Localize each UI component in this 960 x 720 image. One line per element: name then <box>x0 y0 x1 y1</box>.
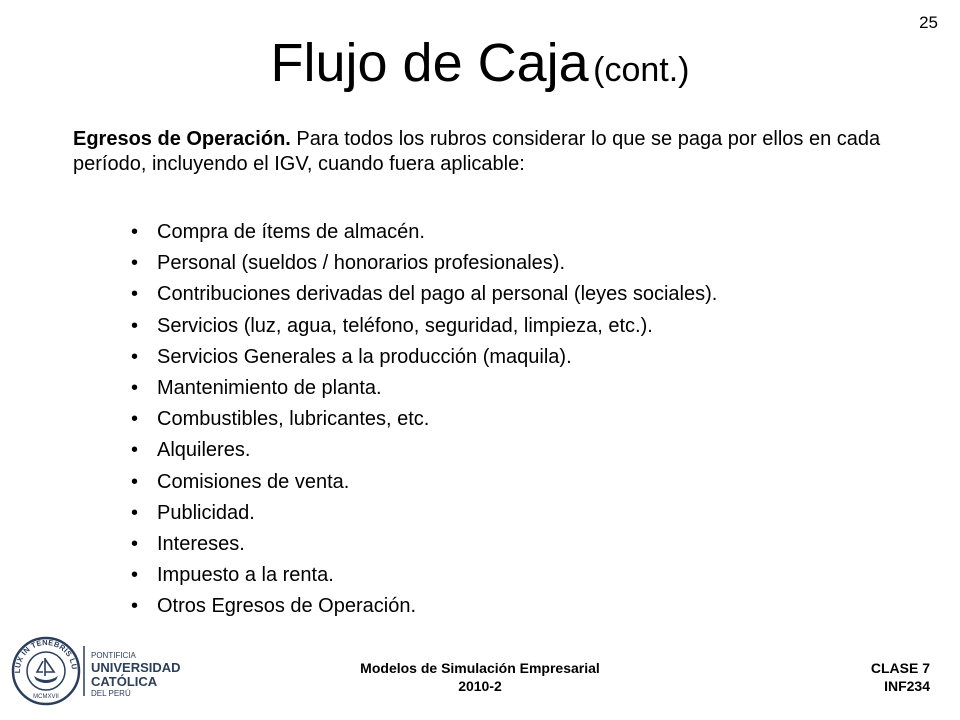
bullet-dot: • <box>131 532 139 555</box>
bullet-text: Combustibles, lubricantes, etc. <box>157 408 430 431</box>
bullet-item <box>131 281 717 312</box>
title-suffix: (cont.) <box>593 51 690 89</box>
bullet-text: Contribuciones derivadas del pago al personal (leyes sociales). <box>157 283 718 306</box>
bullet-dot: • <box>131 595 139 618</box>
bullet-dot: • <box>131 470 139 493</box>
bullet-list <box>131 219 717 624</box>
page-number: 25 <box>919 13 938 32</box>
bullet-item <box>131 313 717 344</box>
logo-line4: DEL PERÚ <box>91 689 131 698</box>
bullet-text: Comisiones de venta. <box>157 470 350 493</box>
footer-course: Modelos de Simulación Empresarial <box>360 660 600 676</box>
footer-class: CLASE 7 <box>870 660 930 676</box>
bullet-dot: • <box>131 221 139 243</box>
university-logo <box>10 636 190 706</box>
seal-ship-sails <box>37 658 54 676</box>
title-main: Flujo de Caja <box>270 33 589 93</box>
bullet-item <box>131 344 717 375</box>
logo-line3: CATÓLICA <box>91 674 158 689</box>
seal-inner-ring <box>27 652 65 690</box>
bullet-item <box>131 500 717 531</box>
bullet-text: Compra de ítems de almacén. <box>157 221 425 243</box>
bullet-text: Intereses. <box>157 532 245 555</box>
bullet-text: Personal (sueldos / honorarios profesionales). <box>157 252 565 275</box>
footer-course-info <box>280 659 680 695</box>
bullet-item <box>131 406 717 437</box>
footer-code: INF234 <box>884 678 930 694</box>
bullet-dot: • <box>131 564 139 587</box>
bullet-dot: • <box>131 252 139 275</box>
seal-year: MCMXVII <box>33 694 59 700</box>
bullet-text: Otros Egresos de Operación. <box>157 595 417 618</box>
seal-ship-hull <box>34 676 58 683</box>
bullet-item <box>131 593 717 624</box>
slide-title <box>0 32 960 94</box>
bullet-item <box>131 219 717 250</box>
bullet-dot: • <box>131 283 139 306</box>
bullet-dot: • <box>131 314 139 337</box>
bullet-item <box>131 437 717 468</box>
footer-class-info <box>810 659 930 695</box>
intro-paragraph <box>73 127 923 177</box>
seal-motto: LUX IN TENEBRIS LU <box>12 637 80 674</box>
intro-text: Para todos los rubros considerar lo que se paga por ellos en cada período, incluyendo el IGV, cuando fuera aplicable: <box>73 128 881 175</box>
bullet-dot: • <box>131 501 139 524</box>
footer-term: 2010-2 <box>458 678 502 694</box>
bullet-text: Mantenimiento de planta. <box>157 376 382 399</box>
bullet-text: Impuesto a la renta. <box>157 564 334 587</box>
bullet-item <box>131 562 717 593</box>
bullet-dot: • <box>131 376 139 399</box>
logo-line2: UNIVERSIDAD <box>91 660 181 675</box>
bullet-text: Servicios (luz, agua, teléfono, seguridad, limpieza, etc.). <box>157 314 653 337</box>
bullet-item <box>131 531 717 562</box>
bullet-dot: • <box>131 345 139 368</box>
bullet-item <box>131 375 717 406</box>
bullet-item <box>131 250 717 281</box>
university-seal-logo-icon <box>10 636 190 706</box>
bullet-dot: • <box>131 439 139 462</box>
bullet-text: Publicidad. <box>157 501 255 524</box>
bullet-dot: • <box>131 408 139 431</box>
bullet-item <box>131 469 717 500</box>
logo-line1: PONTIFICIA <box>91 651 136 660</box>
intro-lead: Egresos de Operación. <box>73 128 291 150</box>
bullet-text: Servicios Generales a la producción (maquila). <box>157 345 572 368</box>
bullet-text: Alquileres. <box>157 439 251 462</box>
